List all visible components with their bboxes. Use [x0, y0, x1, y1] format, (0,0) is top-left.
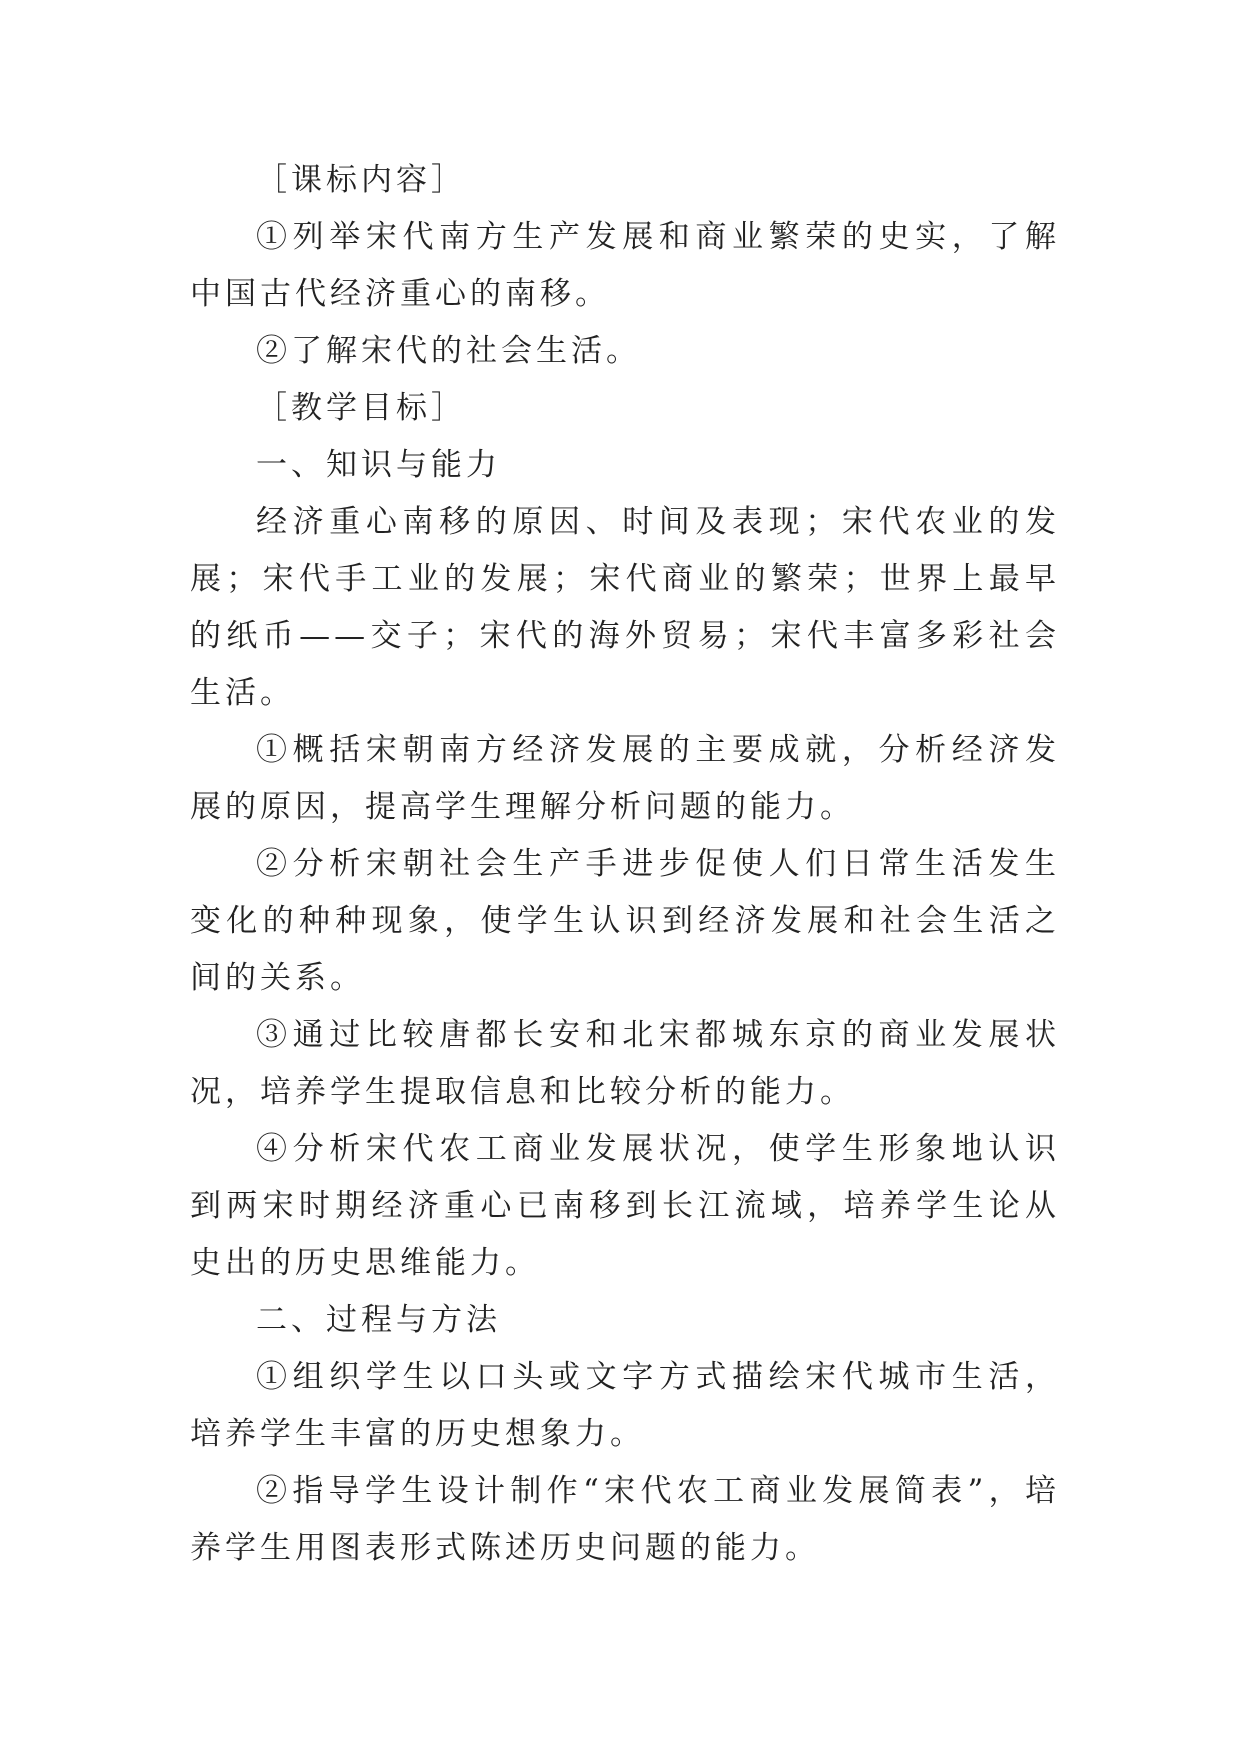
paragraph: ②分析宋朝社会生产手进步促使人们日常生活发生变化的种种现象，使学生认识到经济发展和社会生活之间的关系。	[190, 846, 1060, 996]
paragraph: ①列举宋代南方生产发展和商业繁荣的史实，了解中国古代经济重心的南移。	[190, 219, 1060, 312]
subheading-process-method: 二、过程与方法	[256, 1302, 501, 1338]
subheading-knowledge-ability: 一、知识与能力	[256, 447, 501, 483]
paragraph: ②指导学生设计制作“宋代农工商业发展简表”，培养学生用图表形式陈述历史问题的能力。	[190, 1473, 1060, 1566]
paragraph: ③通过比较唐都长安和北宋都城东京的商业发展状况，培养学生提取信息和比较分析的能力。	[190, 1017, 1060, 1110]
section-heading-curriculum: ［课标内容］	[256, 162, 466, 198]
document-page	[190, 152, 1060, 1577]
paragraph: ②了解宋代的社会生活。	[256, 333, 641, 369]
paragraph: ④分析宋代农工商业发展状况，使学生形象地认识到两宋时期经济重心已南移到长江流域，培养学生论从史出的历史思维能力。	[190, 1131, 1060, 1281]
section-heading-objectives: ［教学目标］	[256, 390, 466, 426]
paragraph: ①概括宋朝南方经济发展的主要成就，分析经济发展的原因，提高学生理解分析问题的能力。	[190, 732, 1060, 825]
paragraph: 经济重心南移的原因、时间及表现；宋代农业的发展；宋代手工业的发展；宋代商业的繁荣；世界上最早的纸币——交子；宋代的海外贸易；宋代丰富多彩社会生活。	[190, 504, 1060, 711]
paragraph: ①组织学生以口头或文字方式描绘宋代城市生活，培养学生丰富的历史想象力。	[190, 1359, 1060, 1452]
